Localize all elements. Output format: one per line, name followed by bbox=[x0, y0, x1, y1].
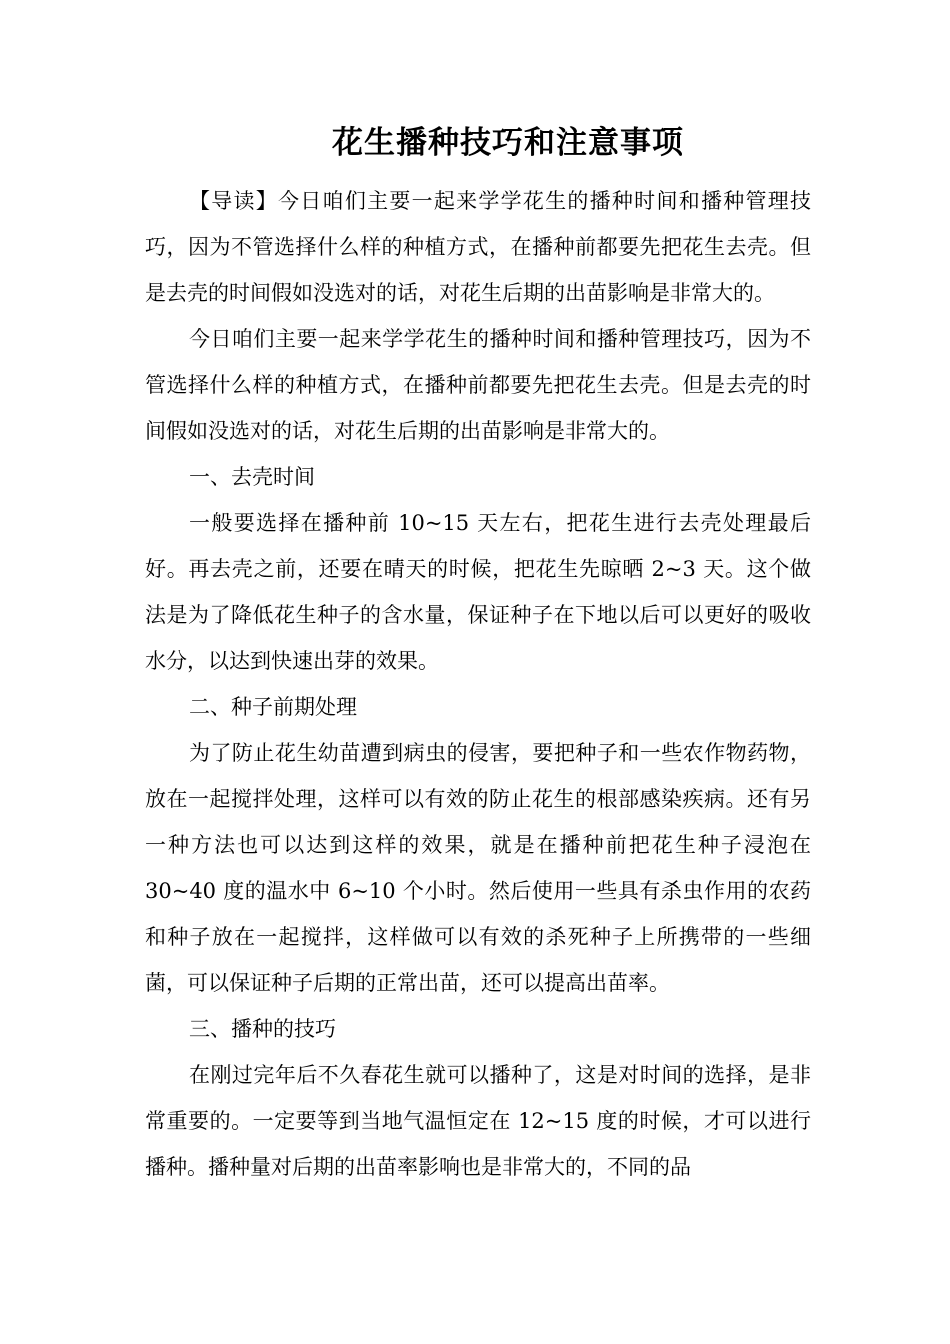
intro-paragraph: 【导读】今日咱们主要一起来学学花生的播种时间和播种管理技巧，因为不管选择什么样的种植方式，在播种前都要先把花生去壳。但是去壳的时间假如没选对的话，对花生后期的出苗影响是非常大的。 bbox=[145, 189, 811, 305]
section-heading-shelling-time: 一、去壳时间 bbox=[189, 465, 315, 489]
section-heading-sowing-tips: 三、播种的技巧 bbox=[189, 1017, 336, 1041]
document-body bbox=[145, 178, 811, 1190]
body-paragraph: 一般要选择在播种前 10~15 天左右，把花生进行去壳处理最后好。再去壳之前，还要在晴天的时候，把花生先晾晒 2~3 天。这个做法是为了降低花生种子的含水量，保证种子在下地以后可以更好的吸收水分，以达到快速出芽的效果。 bbox=[145, 511, 811, 673]
document-title: 花生播种技巧和注意事项 bbox=[332, 125, 684, 161]
section-heading-seed-treatment: 二、种子前期处理 bbox=[189, 695, 357, 719]
body-paragraph: 在刚过完年后不久春花生就可以播种了，这是对时间的选择，是非常重要的。一定要等到当地气温恒定在 12~15 度的时候，才可以进行播种。播种量对后期的出苗率影响也是非常大的，不同的品 bbox=[145, 1063, 811, 1179]
body-paragraph: 今日咱们主要一起来学学花生的播种时间和播种管理技巧，因为不管选择什么样的种植方式，在播种前都要先把花生去壳。但是去壳的时间假如没选对的话，对花生后期的出苗影响是非常大的。 bbox=[145, 327, 811, 443]
body-paragraph: 为了防止花生幼苗遭到病虫的侵害，要把种子和一些农作物药物，放在一起搅拌处理，这样可以有效的防止花生的根部感染疾病。还有另一种方法也可以达到这样的效果，就是在播种前把花生种子浸泡在 30~40 度的温水中 6~10 个小时。然后使用一些具有杀虫作用的农药和种子放在一起搅拌，这样做可以有效的杀死种子上所携带的一些细菌，可以保证种子后期的正常出苗，还可以提高出苗率。 bbox=[145, 741, 811, 995]
